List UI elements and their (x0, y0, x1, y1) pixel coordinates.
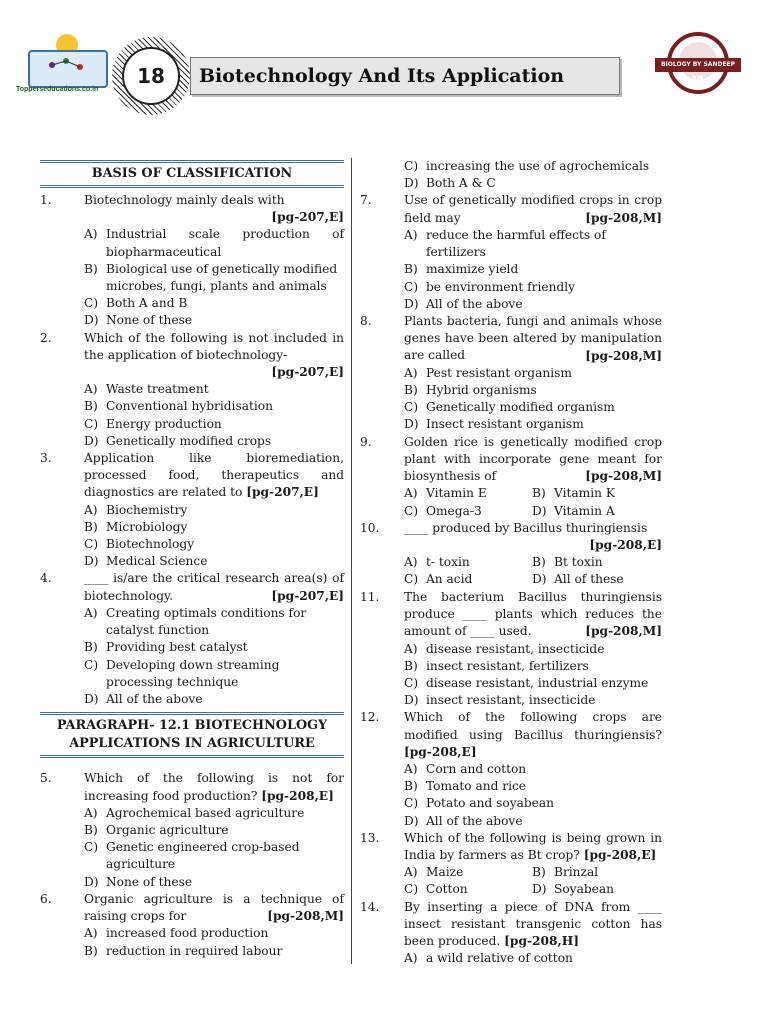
option (360, 778, 662, 795)
question-text: By inserting a piece of DNA from ____ insect resistant transgenic cotton has been produced. (404, 899, 662, 948)
page-ref: [pg-208,M] (585, 348, 662, 363)
question-number: 14. (360, 899, 380, 914)
option-label: B) (84, 943, 98, 958)
option-label: C) (404, 882, 419, 897)
question-number: 6. (40, 891, 52, 906)
option-text: Pest resistant organism (426, 365, 572, 380)
option-text: Both A and B (106, 296, 188, 311)
option-label: A) (404, 555, 418, 570)
option (360, 399, 662, 416)
option-label: A) (404, 641, 418, 656)
option-text: Vitamin A (554, 503, 615, 518)
option-text: reduction in required labour (106, 943, 283, 958)
option-text: Energy production (106, 416, 222, 431)
option (40, 874, 344, 891)
question-text: Organic agriculture is a technique of raising crops for (84, 891, 344, 923)
option (40, 398, 344, 415)
option-label: C) (404, 675, 419, 690)
question-text: ____ produced by Bacillus thuringiensis (404, 520, 648, 535)
option-text: increased food production (106, 926, 269, 941)
option (532, 571, 660, 588)
chapter-number: 18 (122, 47, 180, 105)
option (40, 639, 344, 656)
option-text: Agrochemical based agriculture (106, 805, 305, 820)
option-label: B) (404, 779, 418, 794)
option-label: D) (84, 433, 99, 448)
option-label: C) (404, 159, 419, 173)
page-ref: [pg-208,M] (585, 469, 662, 484)
option-text: Bt toxin (554, 555, 603, 570)
option-row (360, 864, 662, 881)
option-label: B) (532, 555, 546, 570)
option (532, 485, 660, 502)
option-text: be environment friendly (426, 279, 576, 294)
option (40, 839, 344, 873)
option-text: Conventional hybridisation (106, 399, 273, 414)
option-label: D) (404, 176, 419, 191)
option-text: Vitamin E (426, 486, 487, 501)
question-10 (360, 520, 662, 537)
option (40, 519, 344, 536)
option (360, 261, 662, 278)
question-number: 10. (360, 520, 380, 535)
option-label: A) (84, 805, 98, 820)
question-text: Which of the following is being grown in India by farmers as Bt crop? (404, 830, 662, 862)
option-label: D) (532, 503, 547, 518)
option-text: Soyabean (554, 882, 614, 897)
option (40, 605, 344, 639)
option-text: a wild relative of cotton (426, 951, 573, 966)
option-label: C) (84, 296, 99, 311)
option-label: C) (404, 796, 419, 811)
page-ref: [pg-208,E] (589, 538, 662, 553)
option (40, 381, 344, 398)
option-label: D) (84, 692, 99, 707)
option-text: Cotton (426, 882, 468, 897)
option (40, 925, 344, 942)
option-label: C) (84, 537, 99, 552)
option-text: Hybrid organisms (426, 383, 537, 398)
option (40, 536, 344, 553)
option-text: None of these (106, 874, 193, 889)
question-1 (40, 192, 344, 209)
option-text: Creating optimals conditions for catalyst function (106, 606, 307, 638)
question-12 (360, 709, 662, 761)
question-number: 8. (360, 314, 372, 329)
option-label: D) (404, 417, 419, 432)
column-divider (351, 158, 352, 964)
option-text: Genetically modified crops (106, 433, 272, 448)
option-text: All of the above (106, 692, 203, 707)
option (360, 658, 662, 675)
question-5 (40, 770, 344, 804)
question-3 (40, 450, 344, 502)
option-text: All of these (554, 572, 624, 587)
option-text: Insect resistant organism (426, 417, 584, 432)
option-label: B) (84, 519, 98, 534)
option-label: A) (404, 365, 418, 380)
option (360, 158, 662, 175)
question-number: 5. (40, 771, 52, 786)
option-text: Microbiology (106, 519, 188, 534)
option-label: D) (404, 813, 419, 828)
page-ref: [pg-208,M] (267, 909, 344, 924)
option-text: All of the above (426, 296, 523, 311)
option (40, 312, 344, 329)
question-text: Biotechnology mainly deals with (84, 193, 285, 207)
question-text (404, 830, 662, 864)
option-row (360, 881, 662, 898)
option (360, 382, 662, 399)
seal-ribbon: BIOLOGY BY SANDEEP SIR (655, 58, 741, 72)
option (40, 295, 344, 312)
option-text: increasing the use of agrochemicals (426, 159, 650, 173)
option-label: D) (84, 874, 99, 889)
option-text: insect resistant, insecticide (426, 693, 596, 708)
option-text: Vitamin K (554, 486, 615, 501)
option (360, 365, 662, 382)
option-label: B) (84, 640, 98, 655)
option-text: Genetically modified organism (426, 400, 615, 415)
option (404, 554, 532, 571)
option-text: disease resistant, insecticide (426, 641, 605, 656)
page-ref: [pg-207,E] (271, 588, 344, 603)
question-number: 11. (360, 589, 380, 604)
option-label: C) (404, 572, 419, 587)
question-number: 3. (40, 451, 52, 466)
option (40, 416, 344, 433)
option-label: B) (84, 399, 98, 414)
chapter-title: Biotechnology And Its Application (190, 57, 620, 95)
option-text: Waste treatment (106, 382, 209, 397)
question-text: Golden rice is genetically modified crop plant with incorporate gene meant for biosynthesis of (404, 434, 662, 484)
option-label: D) (404, 693, 419, 708)
option-text: t- toxin (426, 555, 470, 570)
option (40, 261, 344, 295)
option-text: reduce the harmful effects of fertilizers (426, 228, 606, 260)
question-text: Which of the following crops are modified using Bacillus thuringiensis? (404, 710, 662, 742)
option (360, 950, 662, 967)
question-14 (360, 899, 662, 951)
question-text: Which of the following is not included in the application of biotechnology- (84, 330, 344, 362)
option-text: Genetic engineered crop-based agriculture (106, 840, 300, 872)
option-label: B) (532, 865, 546, 880)
option (40, 502, 344, 519)
option (360, 813, 662, 830)
option-text: All of the above (426, 813, 523, 828)
question-number: 2. (40, 330, 52, 345)
option-label: D) (84, 313, 99, 328)
option-text: insect resistant, fertilizers (426, 658, 589, 673)
option-row (360, 485, 662, 502)
option-label: D) (404, 296, 419, 311)
option-label: C) (404, 503, 419, 518)
option (40, 691, 344, 708)
right-column (360, 158, 662, 967)
question-number: 13. (360, 830, 380, 845)
option-text: maximize yield (426, 262, 519, 277)
option-text: disease resistant, industrial enzyme (426, 675, 649, 690)
option-label: A) (84, 502, 98, 517)
option-row (360, 503, 662, 520)
question-number: 12. (360, 710, 380, 725)
molecule-icon (46, 56, 90, 74)
page-ref: [pg-207,E] (271, 210, 344, 225)
option (40, 943, 344, 960)
option (404, 503, 532, 520)
option-label: A) (84, 926, 98, 941)
option-text: Brinzal (554, 865, 599, 880)
option-label: C) (84, 416, 99, 431)
option-text: Organic agriculture (106, 822, 229, 837)
option-text: Biotechnology (106, 537, 195, 552)
option-text: Potato and soyabean (426, 796, 554, 811)
option (360, 175, 662, 192)
question-text (84, 770, 344, 804)
option-text: Maize (426, 865, 464, 880)
question-text: Which of the following is not for increasing food production? (84, 771, 344, 803)
option-label: D) (532, 882, 547, 897)
option (532, 554, 660, 571)
question-number: 4. (40, 571, 52, 586)
publisher-logo (16, 34, 116, 96)
chapter-badge (112, 37, 190, 115)
page-ref: [pg-207,E] (246, 485, 319, 500)
option-text: An acid (426, 572, 473, 587)
option-label: A) (404, 228, 418, 243)
option-text: Biochemistry (106, 502, 188, 517)
page-ref: [pg-208,E] (583, 847, 657, 862)
option-text: Medical Science (106, 554, 208, 569)
option-label: B) (84, 261, 98, 276)
question-number: 7. (360, 193, 372, 208)
question-number: 1. (40, 193, 52, 207)
question-text: Plants bacteria, fungi and animals whose genes have been altered by manipulation are called (404, 314, 662, 363)
option (404, 864, 532, 881)
option-label: D) (532, 572, 547, 587)
option (360, 416, 662, 433)
option-label: A) (84, 227, 98, 242)
option (404, 485, 532, 502)
question-text: ____ is/are the critical research area(s) of biotechnology. (84, 571, 344, 603)
option-text: Biological use of genetically modified microbes, fungi, plants and animals (106, 261, 338, 294)
question-text (404, 899, 662, 951)
option-text: Industrial scale production of biopharmaceutical (106, 227, 344, 259)
option (40, 805, 344, 822)
option (40, 226, 344, 260)
option (532, 864, 660, 881)
option-text: Corn and cotton (426, 761, 527, 776)
option-label: A) (404, 486, 418, 501)
option-label: A) (404, 761, 418, 776)
page-ref: [pg-208,E] (261, 788, 334, 803)
option (532, 503, 660, 520)
option-label: C) (84, 840, 99, 855)
option (532, 881, 660, 898)
option-label: B) (404, 383, 418, 398)
section-heading: PARAGRAPH- 12.1 BIOTECHNOLOGY APPLICATIONS IN AGRICULTURE (40, 712, 344, 758)
option (360, 296, 662, 313)
option-text: Both A & C (426, 176, 496, 191)
option-row (360, 571, 662, 588)
question-text (84, 450, 344, 502)
option-label: B) (532, 486, 546, 501)
question-text (404, 709, 662, 761)
option-row (360, 554, 662, 571)
option-label: A) (404, 865, 418, 880)
option (40, 433, 344, 450)
option-label: A) (84, 382, 98, 397)
option (40, 822, 344, 839)
option-label: D) (84, 554, 99, 569)
option-text: Developing down streaming processing technique (106, 657, 280, 689)
option (360, 675, 662, 692)
option (404, 881, 532, 898)
option (40, 657, 344, 691)
option (360, 279, 662, 296)
option-text: Providing best catalyst (106, 640, 248, 655)
left-column (40, 158, 344, 960)
option-text: None of these (106, 313, 193, 328)
option (40, 553, 344, 570)
option (360, 692, 662, 709)
option (360, 761, 662, 778)
page-ref: [pg-208,M] (585, 210, 662, 225)
option-text: Omega-3 (426, 503, 482, 518)
page-ref: [pg-208,E] (404, 744, 477, 759)
page-ref: [pg-208,H] (504, 933, 579, 948)
option-label: A) (404, 951, 418, 966)
option-label: B) (404, 658, 418, 673)
option (360, 227, 662, 261)
option-label: B) (404, 262, 418, 277)
logo-site-text: Topperseducations.co.in (16, 86, 99, 93)
question-2 (40, 330, 344, 364)
option (360, 795, 662, 812)
option-label: C) (404, 400, 419, 415)
question-number: 9. (360, 434, 372, 449)
author-seal (655, 32, 741, 98)
question-text: Application like bioremediation, processed food, therapeutics and diagnostics are related to (84, 451, 344, 500)
page-ref: [pg-207,E] (271, 365, 344, 380)
page-ref: [pg-208,M] (585, 624, 662, 639)
option (404, 571, 532, 588)
option-label: B) (84, 822, 98, 837)
option-label: C) (404, 279, 419, 294)
section-heading: BASIS OF CLASSIFICATION (40, 160, 344, 188)
option-label: A) (84, 606, 98, 621)
option-label: C) (84, 657, 99, 672)
question-text: Use of genetically modified crops in crop field may (404, 193, 662, 225)
question-13 (360, 830, 662, 864)
option-text: Tomato and rice (426, 779, 527, 794)
option (360, 641, 662, 658)
question-text: The bacterium Bacillus thuringiensis produce ____ plants which reduces the amount of ____ used. (404, 589, 662, 639)
